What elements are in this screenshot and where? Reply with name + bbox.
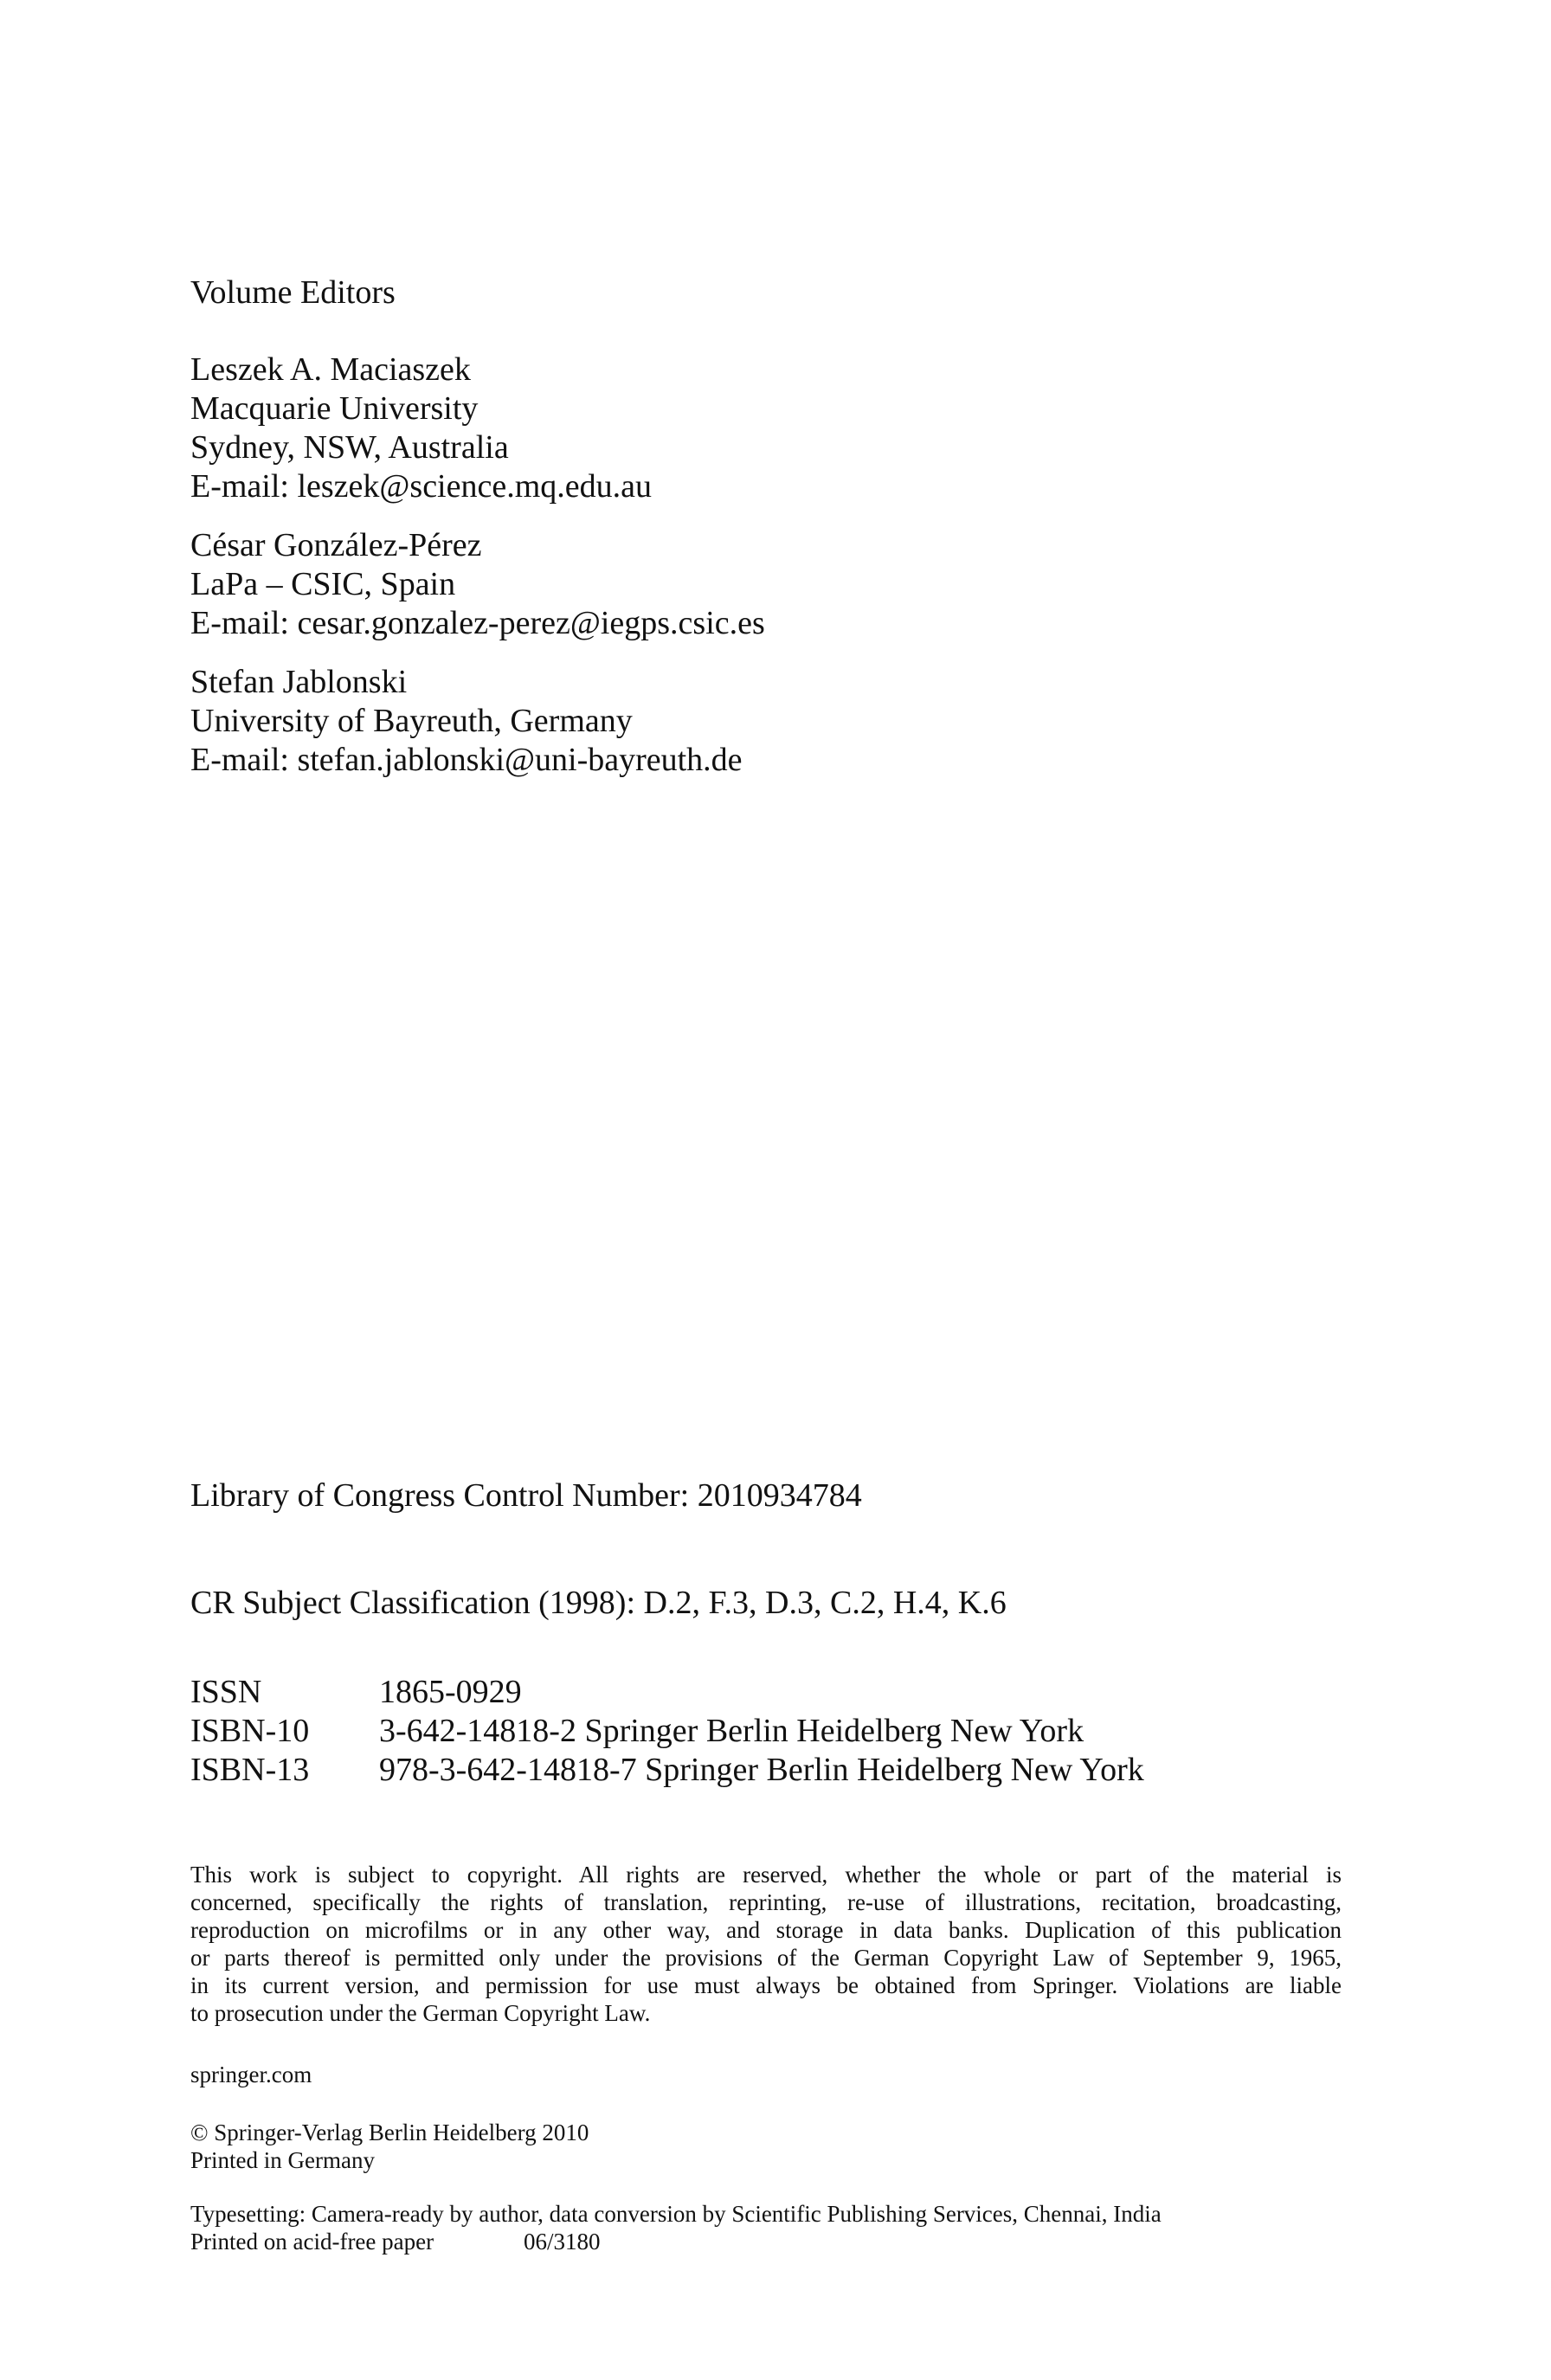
editor-name: Stefan Jablonski <box>190 664 408 700</box>
identifier-label: ISSN <box>190 1674 262 1710</box>
publisher-website: springer.com <box>190 2062 312 2087</box>
identifier-label: ISBN-13 <box>190 1752 310 1788</box>
editor-email: E-mail: cesar.gonzalez-perez@iegps.csic.es <box>190 605 765 641</box>
identifier-value: 3-642-14818-2 Springer Berlin Heidelberg New York <box>379 1713 1084 1749</box>
print-code: 06/3180 <box>524 2229 601 2255</box>
identifier-row <box>190 1673 1144 1712</box>
typesetting-info <box>190 2200 1162 2255</box>
editor-affiliation: LaPa – CSIC, Spain <box>190 566 456 602</box>
publisher-copyright <box>190 2119 589 2174</box>
copyright-line: This work is subject to copyright. All rights are reserved, whether the whole or part of the material is <box>190 1862 1342 1888</box>
editor-email: E-mail: stefan.jablonski@uni-bayreuth.de <box>190 742 743 778</box>
paper-info: Printed on acid-free paper <box>190 2229 434 2255</box>
editor-name: César González-Pérez <box>190 527 482 563</box>
identifier-value: 1865-0929 <box>379 1674 522 1710</box>
editor-affiliation: University of Bayreuth, Germany <box>190 703 633 739</box>
cr-subject-classification: CR Subject Classification (1998): D.2, F.3, D.3, C.2, H.4, K.6 <box>190 1585 1007 1621</box>
editor-2 <box>190 526 765 643</box>
copyright-line: or parts thereof is permitted only under the provisions of the German Copyright Law of September 9, 1965, <box>190 1945 1342 1971</box>
editor-1 <box>190 351 652 506</box>
copyright-line: reproduction on microfilms or in any other way, and storage in data banks. Duplication of this publication <box>190 1917 1342 1943</box>
paper-row <box>190 2228 1162 2255</box>
copyright-statement: © Springer-Verlag Berlin Heidelberg 2010 <box>190 2119 589 2145</box>
typesetting-line: Typesetting: Camera-ready by author, data conversion by Scientific Publishing Services, Chennai, India <box>190 2201 1162 2227</box>
printed-in: Printed in Germany <box>190 2147 375 2173</box>
editor-3 <box>190 663 743 780</box>
identifier-row <box>190 1712 1144 1751</box>
identifier-row <box>190 1751 1144 1790</box>
editor-affiliation: Sydney, NSW, Australia <box>190 429 509 466</box>
editors-heading: Volume Editors <box>190 274 396 311</box>
editor-email: E-mail: leszek@science.mq.edu.au <box>190 468 653 505</box>
identifier-value: 978-3-642-14818-7 Springer Berlin Heidelberg New York <box>379 1752 1144 1788</box>
editor-name: Leszek A. Maciaszek <box>190 351 471 388</box>
copyright-line: in its current version, and permission for use must always be obtained from Springer. Violations are liable <box>190 1972 1342 1998</box>
copyright-line: concerned, specifically the rights of translation, reprinting, re-use of illustrations, recitation, broadcasting, <box>190 1889 1342 1915</box>
identifiers-table <box>190 1673 1144 1790</box>
copyright-line: to prosecution under the German Copyright Law. <box>190 2000 651 2026</box>
editor-affiliation: Macquarie University <box>190 390 479 427</box>
loc-control-number: Library of Congress Control Number: 2010934784 <box>190 1477 862 1514</box>
identifier-label: ISBN-10 <box>190 1713 310 1749</box>
copyright-notice <box>190 1861 1342 2027</box>
